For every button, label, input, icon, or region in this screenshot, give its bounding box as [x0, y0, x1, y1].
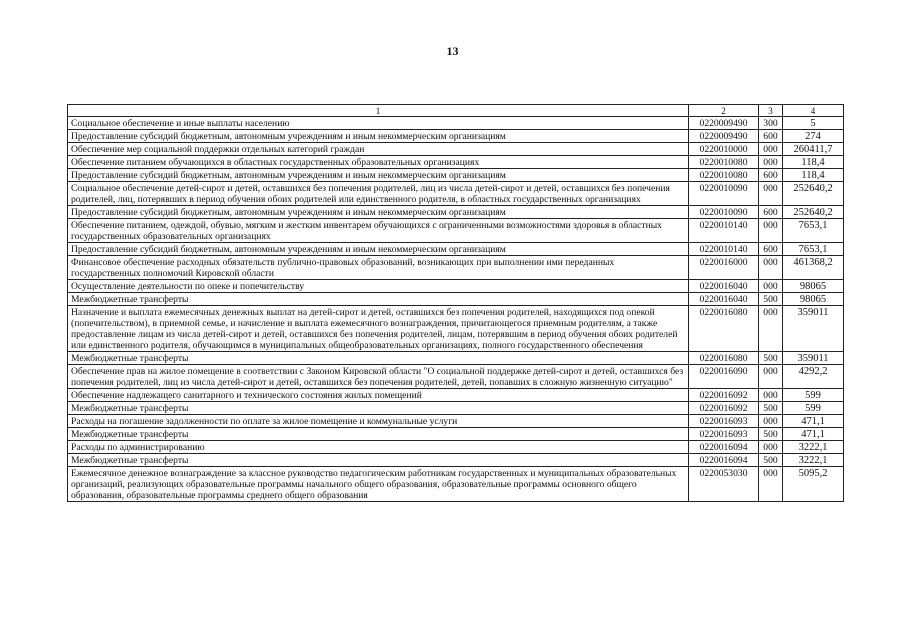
row-name-cell: Расходы на погашение задолженности по оплате за жилое помещение и коммунальные услуги [68, 415, 689, 428]
row-code-cell: 0220016000 [689, 256, 759, 280]
budget-table [67, 104, 844, 502]
row-kind-cell: 000 [759, 143, 783, 156]
row-sum-cell: 461368,2 [783, 256, 844, 280]
row-kind-cell: 000 [759, 182, 783, 206]
row-name-cell: Обеспечение надлежащего санитарного и технического состояния жилых помещений [68, 389, 689, 402]
table-row [68, 256, 844, 280]
row-sum-cell: 359011 [783, 352, 844, 365]
row-sum-cell: 118,4 [783, 169, 844, 182]
table-row [68, 130, 844, 143]
row-sum-cell: 5 [783, 117, 844, 130]
row-name-cell: Назначение и выплата ежемесячных денежных выплат на детей-сирот и детей, оставшихся без попечения родителей, находящихся под опекой (попечительством), в приемной семье, и начисление и выплата ежемесячного вознаграждения, причитающегося приемным родителям, а также предоставление лицам из числа детей-сирот и детей, оставшихся без попечения родителей, лицам, потерявшим в период обучения обоих родителей или единственного родителя, обучающимся в муниципальных общеобразовательных организациях, полного государственного обеспечения [68, 306, 689, 352]
row-code-cell: 0220016090 [689, 365, 759, 389]
row-code-cell: 0220010140 [689, 219, 759, 243]
row-sum-cell: 4292,2 [783, 365, 844, 389]
row-code-cell: 0220016080 [689, 352, 759, 365]
row-kind-cell: 300 [759, 117, 783, 130]
row-code-cell: 0220016093 [689, 428, 759, 441]
row-name-cell: Социальное обеспечение и иные выплаты населению [68, 117, 689, 130]
row-name-cell: Предоставление субсидий бюджетным, автономным учреждениям и иным некоммерческим организациям [68, 206, 689, 219]
row-kind-cell: 000 [759, 467, 783, 502]
table-row [68, 428, 844, 441]
header-col-1: 1 [68, 105, 689, 117]
row-kind-cell: 500 [759, 428, 783, 441]
row-name-cell: Обеспечение питанием обучающихся в областных государственных образовательных организациях [68, 156, 689, 169]
row-kind-cell: 000 [759, 280, 783, 293]
table-row [68, 454, 844, 467]
row-kind-cell: 000 [759, 256, 783, 280]
table-row [68, 467, 844, 502]
table-row [68, 293, 844, 306]
row-sum-cell: 3222,1 [783, 441, 844, 454]
table-row [68, 415, 844, 428]
row-sum-cell: 252640,2 [783, 206, 844, 219]
table-header-row [68, 105, 844, 117]
table-row [68, 156, 844, 169]
row-code-cell: 0220053030 [689, 467, 759, 502]
row-kind-cell: 600 [759, 130, 783, 143]
row-kind-cell: 500 [759, 352, 783, 365]
row-name-cell: Межбюджетные трансферты [68, 454, 689, 467]
row-code-cell: 0220016093 [689, 415, 759, 428]
row-name-cell: Предоставление субсидий бюджетным, автономным учреждениям и иным некоммерческим организациям [68, 243, 689, 256]
row-kind-cell: 600 [759, 169, 783, 182]
row-sum-cell: 359011 [783, 306, 844, 352]
row-name-cell: Ежемесячное денежное вознаграждение за классное руководство педагогическим работникам государственных и муниципальных образовательных организаций, реализующих образовательные программы начального общего образования, образовательные программы основного общего образования, образовательные программы среднего общего образования [68, 467, 689, 502]
row-sum-cell: 599 [783, 389, 844, 402]
row-code-cell: 0220016092 [689, 402, 759, 415]
row-kind-cell: 000 [759, 441, 783, 454]
table-row [68, 117, 844, 130]
row-name-cell: Предоставление субсидий бюджетным, автономным учреждениям и иным некоммерческим организациям [68, 169, 689, 182]
row-name-cell: Обеспечение прав на жилое помещение в соответствии с Законом Кировской области "О социальной поддержке детей-сирот и детей, оставшихся без попечения родителей, лиц из числа детей-сирот и детей, оставшихся без попечения родителей, детей, попавших в сложную жизненную ситуацию" [68, 365, 689, 389]
row-name-cell: Осуществление деятельности по опеке и попечительству [68, 280, 689, 293]
row-name-cell: Социальное обеспечение детей-сирот и детей, оставшихся без попечения родителей, лиц из числа детей-сирот и детей, оставшихся без попечения родителей, лиц, потерявших в период обучения обоих родителей или единственного родителя, в областных государственных организациях [68, 182, 689, 206]
table-row [68, 402, 844, 415]
table-row [68, 280, 844, 293]
row-name-cell: Финансовое обеспечение расходных обязательств публично-правовых образований, возникающих при выполнении ими переданных государственных полномочий Кировской области [68, 256, 689, 280]
row-sum-cell: 5095,2 [783, 467, 844, 502]
row-sum-cell: 599 [783, 402, 844, 415]
row-name-cell: Межбюджетные трансферты [68, 402, 689, 415]
row-sum-cell: 274 [783, 130, 844, 143]
row-kind-cell: 600 [759, 243, 783, 256]
row-code-cell: 0220010080 [689, 169, 759, 182]
row-name-cell: Межбюджетные трансферты [68, 428, 689, 441]
row-name-cell: Обеспечение мер социальной поддержки отдельных категорий граждан [68, 143, 689, 156]
row-sum-cell: 98065 [783, 280, 844, 293]
row-kind-cell: 500 [759, 293, 783, 306]
row-sum-cell: 3222,1 [783, 454, 844, 467]
table-row [68, 389, 844, 402]
row-code-cell: 0220010140 [689, 243, 759, 256]
row-name-cell: Межбюджетные трансферты [68, 293, 689, 306]
row-sum-cell: 471,1 [783, 428, 844, 441]
row-name-cell: Межбюджетные трансферты [68, 352, 689, 365]
row-kind-cell: 000 [759, 415, 783, 428]
table-row [68, 182, 844, 206]
header-col-4: 4 [783, 105, 844, 117]
page-number: 13 [446, 44, 459, 58]
row-code-cell: 0220016040 [689, 280, 759, 293]
row-name-cell: Расходы по администрированию [68, 441, 689, 454]
row-sum-cell: 118,4 [783, 156, 844, 169]
table-row [68, 206, 844, 219]
table-row [68, 219, 844, 243]
row-code-cell: 0220009490 [689, 117, 759, 130]
row-kind-cell: 000 [759, 306, 783, 352]
table-row [68, 352, 844, 365]
row-kind-cell: 500 [759, 454, 783, 467]
row-sum-cell: 471,1 [783, 415, 844, 428]
row-kind-cell: 000 [759, 389, 783, 402]
row-sum-cell: 98065 [783, 293, 844, 306]
table-row [68, 306, 844, 352]
row-code-cell: 0220010090 [689, 206, 759, 219]
row-sum-cell: 7653,1 [783, 243, 844, 256]
table-row [68, 365, 844, 389]
row-kind-cell: 600 [759, 206, 783, 219]
row-name-cell: Предоставление субсидий бюджетным, автономным учреждениям и иным некоммерческим организациям [68, 130, 689, 143]
table-row [68, 169, 844, 182]
table-row [68, 143, 844, 156]
row-kind-cell: 000 [759, 219, 783, 243]
header-col-3: 3 [759, 105, 783, 117]
row-code-cell: 0220016092 [689, 389, 759, 402]
row-code-cell: 0220010090 [689, 182, 759, 206]
table-row [68, 441, 844, 454]
row-code-cell: 0220016080 [689, 306, 759, 352]
row-sum-cell: 252640,2 [783, 182, 844, 206]
row-kind-cell: 500 [759, 402, 783, 415]
row-code-cell: 0220016094 [689, 441, 759, 454]
header-col-2: 2 [689, 105, 759, 117]
row-code-cell: 0220010080 [689, 156, 759, 169]
row-kind-cell: 000 [759, 156, 783, 169]
row-kind-cell: 000 [759, 365, 783, 389]
row-sum-cell: 260411,7 [783, 143, 844, 156]
row-name-cell: Обеспечение питанием, одеждой, обувью, мягким и жестким инвентарем обучающихся с ограниченными возможностями здоровья в областных государственных образовательных организациях [68, 219, 689, 243]
row-code-cell: 0220016040 [689, 293, 759, 306]
row-sum-cell: 7653,1 [783, 219, 844, 243]
table-row [68, 243, 844, 256]
row-code-cell: 0220010000 [689, 143, 759, 156]
row-code-cell: 0220016094 [689, 454, 759, 467]
row-code-cell: 0220009490 [689, 130, 759, 143]
